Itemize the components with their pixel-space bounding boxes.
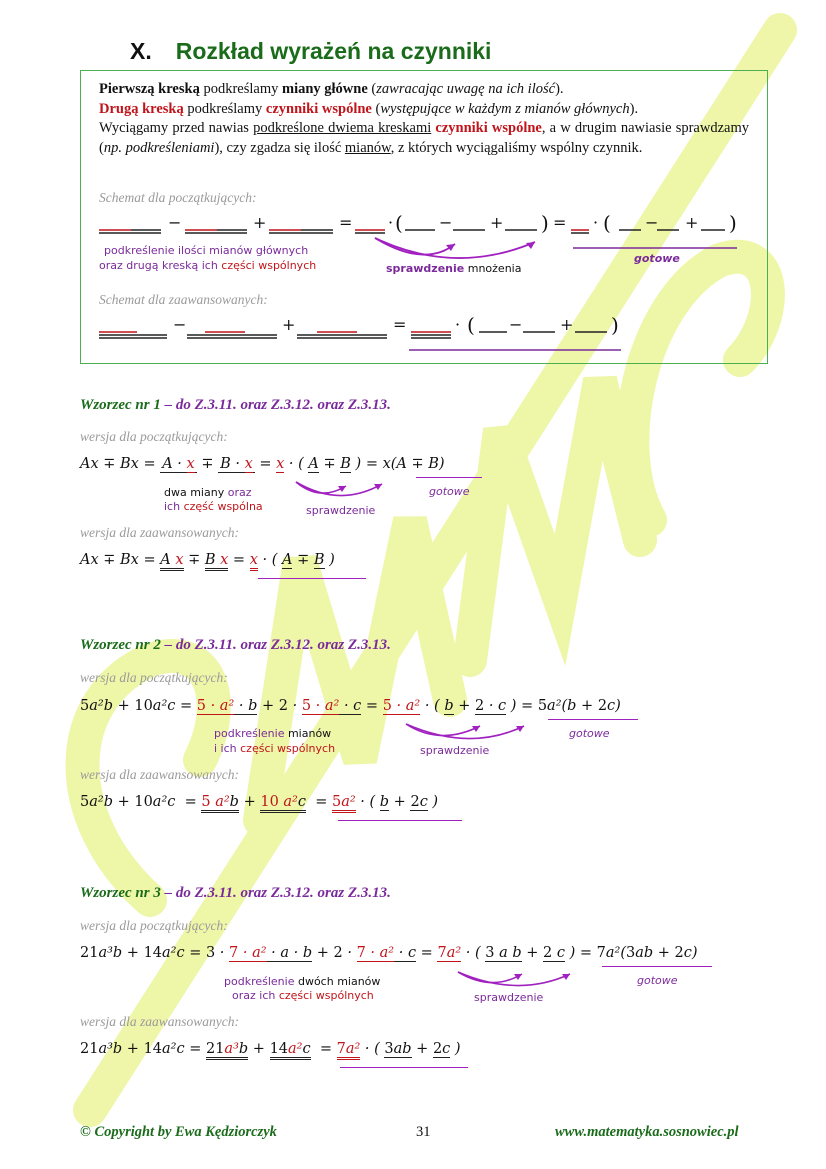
- svg-text:−: −: [168, 213, 182, 232]
- p1-check-label: sprawdzenie: [306, 504, 376, 517]
- svg-text:=: =: [339, 213, 353, 232]
- first-line-label: Pierwszą kreską: [99, 81, 200, 97]
- intro-bold: miany główne: [281, 81, 368, 97]
- note-text: oraz: [227, 486, 252, 499]
- p3-check-label: sprawdzenie: [474, 991, 544, 1004]
- svg-text:+: +: [685, 213, 699, 232]
- section-title: Rozkład wyrażeń na czynniki: [175, 38, 492, 64]
- schema-check-label: [386, 262, 521, 275]
- svg-text:+: +: [282, 315, 296, 334]
- intro-text-span: ).: [555, 81, 564, 97]
- schema-advanced-label: Schemat dla zaawansowanych:: [99, 292, 268, 307]
- svg-text:=: =: [553, 213, 567, 232]
- p3-done-underline: [602, 966, 712, 967]
- p1-done-label: gotowe: [429, 485, 470, 498]
- p3-beginner-eq: 21a³b + 14a²c = 3 · 7 · a² · a · b + 2 · 7 · a² · c = 7a² · ( 3 a b + 2 c ) = 7a²(3ab + 2c): [80, 945, 698, 961]
- schema-done-label: gotowe: [634, 252, 680, 265]
- svg-text:+: +: [253, 213, 267, 232]
- note-text: ich: [164, 500, 184, 513]
- note-text: oraz drugą kreską ich: [99, 259, 222, 272]
- note-text: części wspólnych: [221, 259, 317, 272]
- p3-adv-done-underline: [340, 1067, 468, 1068]
- schema-note-2: [99, 259, 316, 272]
- intro-bold: czynniki wspólne: [435, 120, 542, 136]
- schema-beginner-label: Schemat dla początkujących:: [99, 190, 257, 205]
- note-text: dwóch mianów: [297, 975, 381, 988]
- second-line-label: Drugą kreską: [99, 100, 184, 117]
- pattern-ref: – do Z.3.11. oraz Z.3.12. oraz Z.3.13.: [164, 397, 391, 413]
- p3-note-2: [232, 989, 374, 1002]
- intro-line-3: [99, 119, 749, 158]
- intro-underlined: mianów: [344, 139, 391, 156]
- svg-text:): ): [611, 313, 619, 337]
- intro-text-span: , z których wyciągaliśmy wspólny czynnik.: [390, 139, 643, 156]
- page-number: 31: [416, 1124, 431, 1140]
- p2-beginner-label: wersja dla początkujących:: [80, 670, 228, 685]
- p2-check-arrows: [400, 720, 540, 746]
- note-text: podkreślenie ilości mianów głównych: [104, 244, 309, 257]
- intro-italic: np. podkreśleniami: [103, 139, 215, 156]
- intro-text-span: Wyciągamy przed nawias: [99, 120, 254, 136]
- p2-note-1: [214, 727, 331, 740]
- svg-text:(: (: [603, 211, 611, 235]
- p2-adv-done-underline: [338, 820, 462, 821]
- schema-note-1: [104, 244, 308, 257]
- intro-bold: czynniki wspólne: [265, 100, 372, 117]
- intro-text-span: podkreślamy: [183, 100, 266, 117]
- p1-beginner-eq: Ax ∓ Bx = A · x ∓ B · x = x · ( A ∓ B ) = x(A ∓ B): [80, 456, 445, 472]
- p1-beginner-label: wersja dla początkujących:: [80, 429, 228, 444]
- p1-note-1: [164, 486, 252, 499]
- pattern-3-heading: [80, 885, 391, 902]
- p3-done-label: gotowe: [637, 974, 678, 987]
- intro-text-span: ).: [629, 100, 639, 117]
- p3-advanced-label: wersja dla zaawansowanych:: [80, 1014, 240, 1029]
- intro-text-span: podkreślamy: [199, 81, 282, 97]
- svg-text:−: −: [509, 315, 523, 334]
- note-text: część wspólna: [183, 500, 263, 513]
- p2-done-label: gotowe: [569, 727, 610, 740]
- note-text: oraz ich: [232, 989, 279, 1002]
- svg-text:·: ·: [455, 315, 461, 334]
- note-text: dwa miany: [164, 486, 228, 499]
- intro-text-span: , a w drugim nawiasie sprawdzamy (: [99, 120, 749, 156]
- svg-text:·: ·: [593, 213, 599, 232]
- p1-done-underline: [416, 477, 482, 478]
- p2-advanced-eq: 5a²b + 10a²c = 5 a²b + 10 a²c = 5a² · ( b + 2c ): [80, 794, 438, 810]
- p3-beginner-label: wersja dla początkujących:: [80, 918, 228, 933]
- svg-text:=: =: [393, 315, 407, 334]
- p2-beginner-eq: 5a²b + 10a²c = 5 · a² · b + 2 · 5 · a² · c = 5 · a² · ( b + 2 · c ) = 5a²(b + 2c): [80, 698, 621, 714]
- note-text: podkreślenie: [214, 727, 288, 740]
- pattern-ref: – do Z.3.11. oraz Z.3.12. oraz Z.3.13.: [164, 637, 391, 653]
- intro-line-2: [99, 100, 749, 120]
- intro-italic: występujące w każdym z mianów głównych: [380, 100, 630, 117]
- note-text: części wspólnych: [240, 742, 336, 755]
- svg-text:−: −: [645, 213, 659, 232]
- pattern-1-heading: [80, 397, 391, 414]
- note-text: podkreślenie: [224, 975, 298, 988]
- svg-text:−: −: [439, 213, 453, 232]
- svg-text:): ): [729, 211, 737, 235]
- p3-check-arrows: [452, 968, 582, 992]
- intro-text-span: ), czy zgadza się ilość: [214, 139, 345, 156]
- note-text: mianów: [287, 727, 332, 740]
- svg-text:·: ·: [388, 213, 394, 232]
- p1-adv-done-underline: [258, 578, 366, 579]
- p1-advanced-label: wersja dla zaawansowanych:: [80, 525, 240, 540]
- intro-italic: zawracając uwagę na ich ilość: [376, 81, 556, 97]
- p2-done-underline: [548, 719, 638, 720]
- svg-text:(: (: [395, 211, 403, 235]
- p1-advanced-eq: Ax ∓ Bx = A x ∓ B x = x · ( A ∓ B ): [80, 552, 335, 568]
- pattern-label: Wzorzec nr 1: [80, 397, 161, 413]
- p2-advanced-label: wersja dla zaawansowanych:: [80, 767, 240, 782]
- check-text: sprawdzenie: [386, 262, 465, 275]
- p3-advanced-eq: 21a³b + 14a²c = 21a³b + 14a²c = 7a² · ( 3ab + 2c ): [80, 1041, 461, 1057]
- pattern-2-heading: [80, 637, 391, 654]
- p3-note-1: [224, 975, 380, 988]
- p1-note-2: [164, 500, 263, 513]
- page-title: [130, 38, 491, 65]
- intro-text-span: (: [371, 100, 381, 117]
- svg-text:): ): [541, 211, 549, 235]
- pattern-label: Wzorzec nr 3: [80, 885, 161, 901]
- footer-site-link[interactable]: www.matematyka.sosnowiec.pl: [555, 1124, 739, 1140]
- intro-text: [99, 80, 749, 158]
- note-text: i ich: [214, 742, 241, 755]
- svg-text:−: −: [173, 315, 187, 334]
- p2-check-label: sprawdzenie: [420, 744, 490, 757]
- p2-note-2: [214, 742, 335, 755]
- footer-copyright: © Copyright by Ewa Kędziorczyk: [80, 1124, 277, 1140]
- svg-text:+: +: [490, 213, 504, 232]
- svg-text:+: +: [560, 315, 574, 334]
- note-text: części wspólnych: [278, 989, 374, 1002]
- intro-line-1: [99, 80, 749, 100]
- check-text: mnożenia: [464, 262, 522, 275]
- section-number: X.: [130, 38, 152, 64]
- p1-check-arrows: [290, 478, 400, 504]
- svg-text:(: (: [467, 313, 475, 337]
- schema-advanced-diagram: [95, 310, 655, 358]
- pattern-label: Wzorzec nr 2: [80, 637, 161, 653]
- intro-text-span: (: [367, 81, 377, 97]
- intro-underlined: podkreślone dwiema kreskami: [253, 120, 432, 136]
- pattern-ref: – do Z.3.11. oraz Z.3.12. oraz Z.3.13.: [164, 885, 391, 901]
